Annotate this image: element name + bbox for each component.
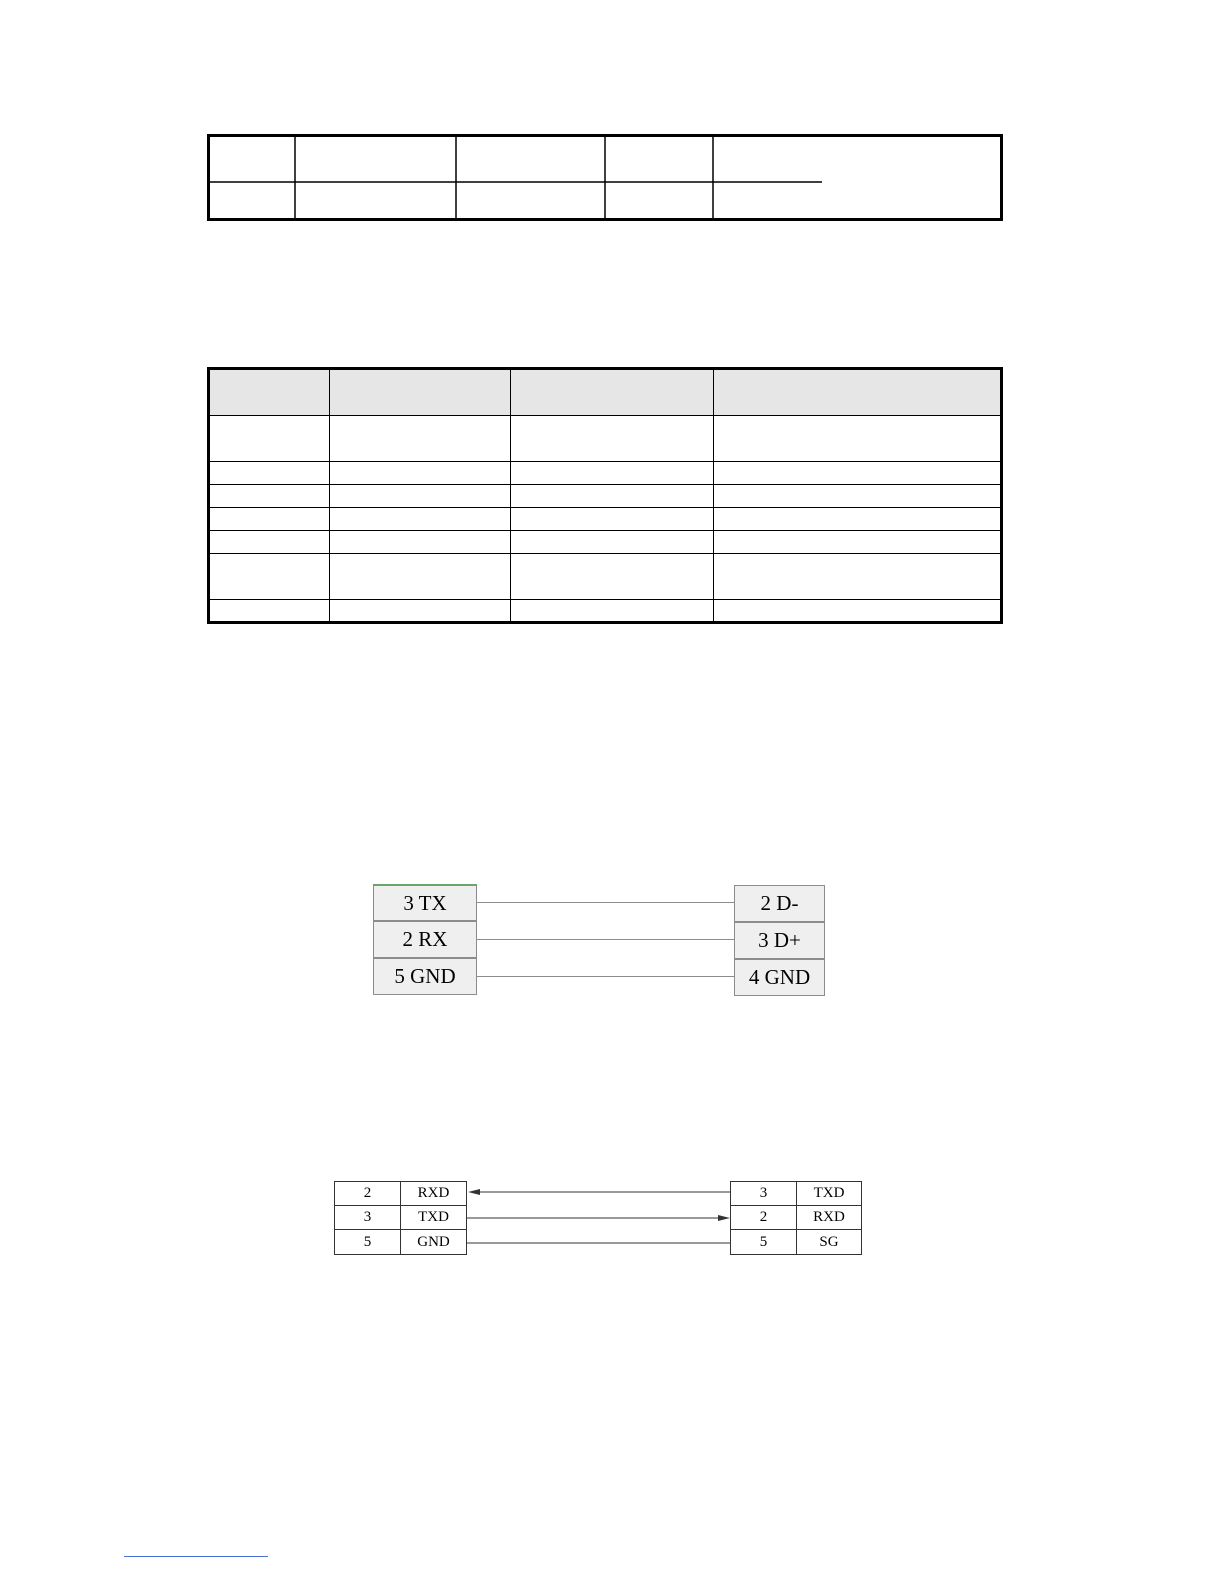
left-signal: RXD (400, 1181, 467, 1206)
left-pin-box: 2 RX (373, 921, 477, 958)
right-pin-number: 5 (730, 1229, 797, 1255)
right-signal: RXD (796, 1205, 862, 1230)
right-pin-number: 3 (730, 1181, 797, 1206)
right-signal: TXD (796, 1181, 862, 1206)
right-pin-box: 4 GND (734, 959, 825, 996)
left-signal: TXD (400, 1205, 467, 1230)
left-signal: GND (400, 1229, 467, 1255)
left-pin-number: 2 (334, 1181, 401, 1206)
left-pin-number: 5 (334, 1229, 401, 1255)
right-pin-box: 2 D- (734, 885, 825, 922)
left-pin-number: 3 (334, 1205, 401, 1230)
right-pin-number: 2 (730, 1205, 797, 1230)
footer-rule (124, 1556, 268, 1557)
right-signal: SG (796, 1229, 862, 1255)
left-pin-box: 5 GND (373, 958, 477, 995)
left-pin-box: 3 TX (373, 884, 477, 921)
right-pin-box: 3 D+ (734, 922, 825, 959)
